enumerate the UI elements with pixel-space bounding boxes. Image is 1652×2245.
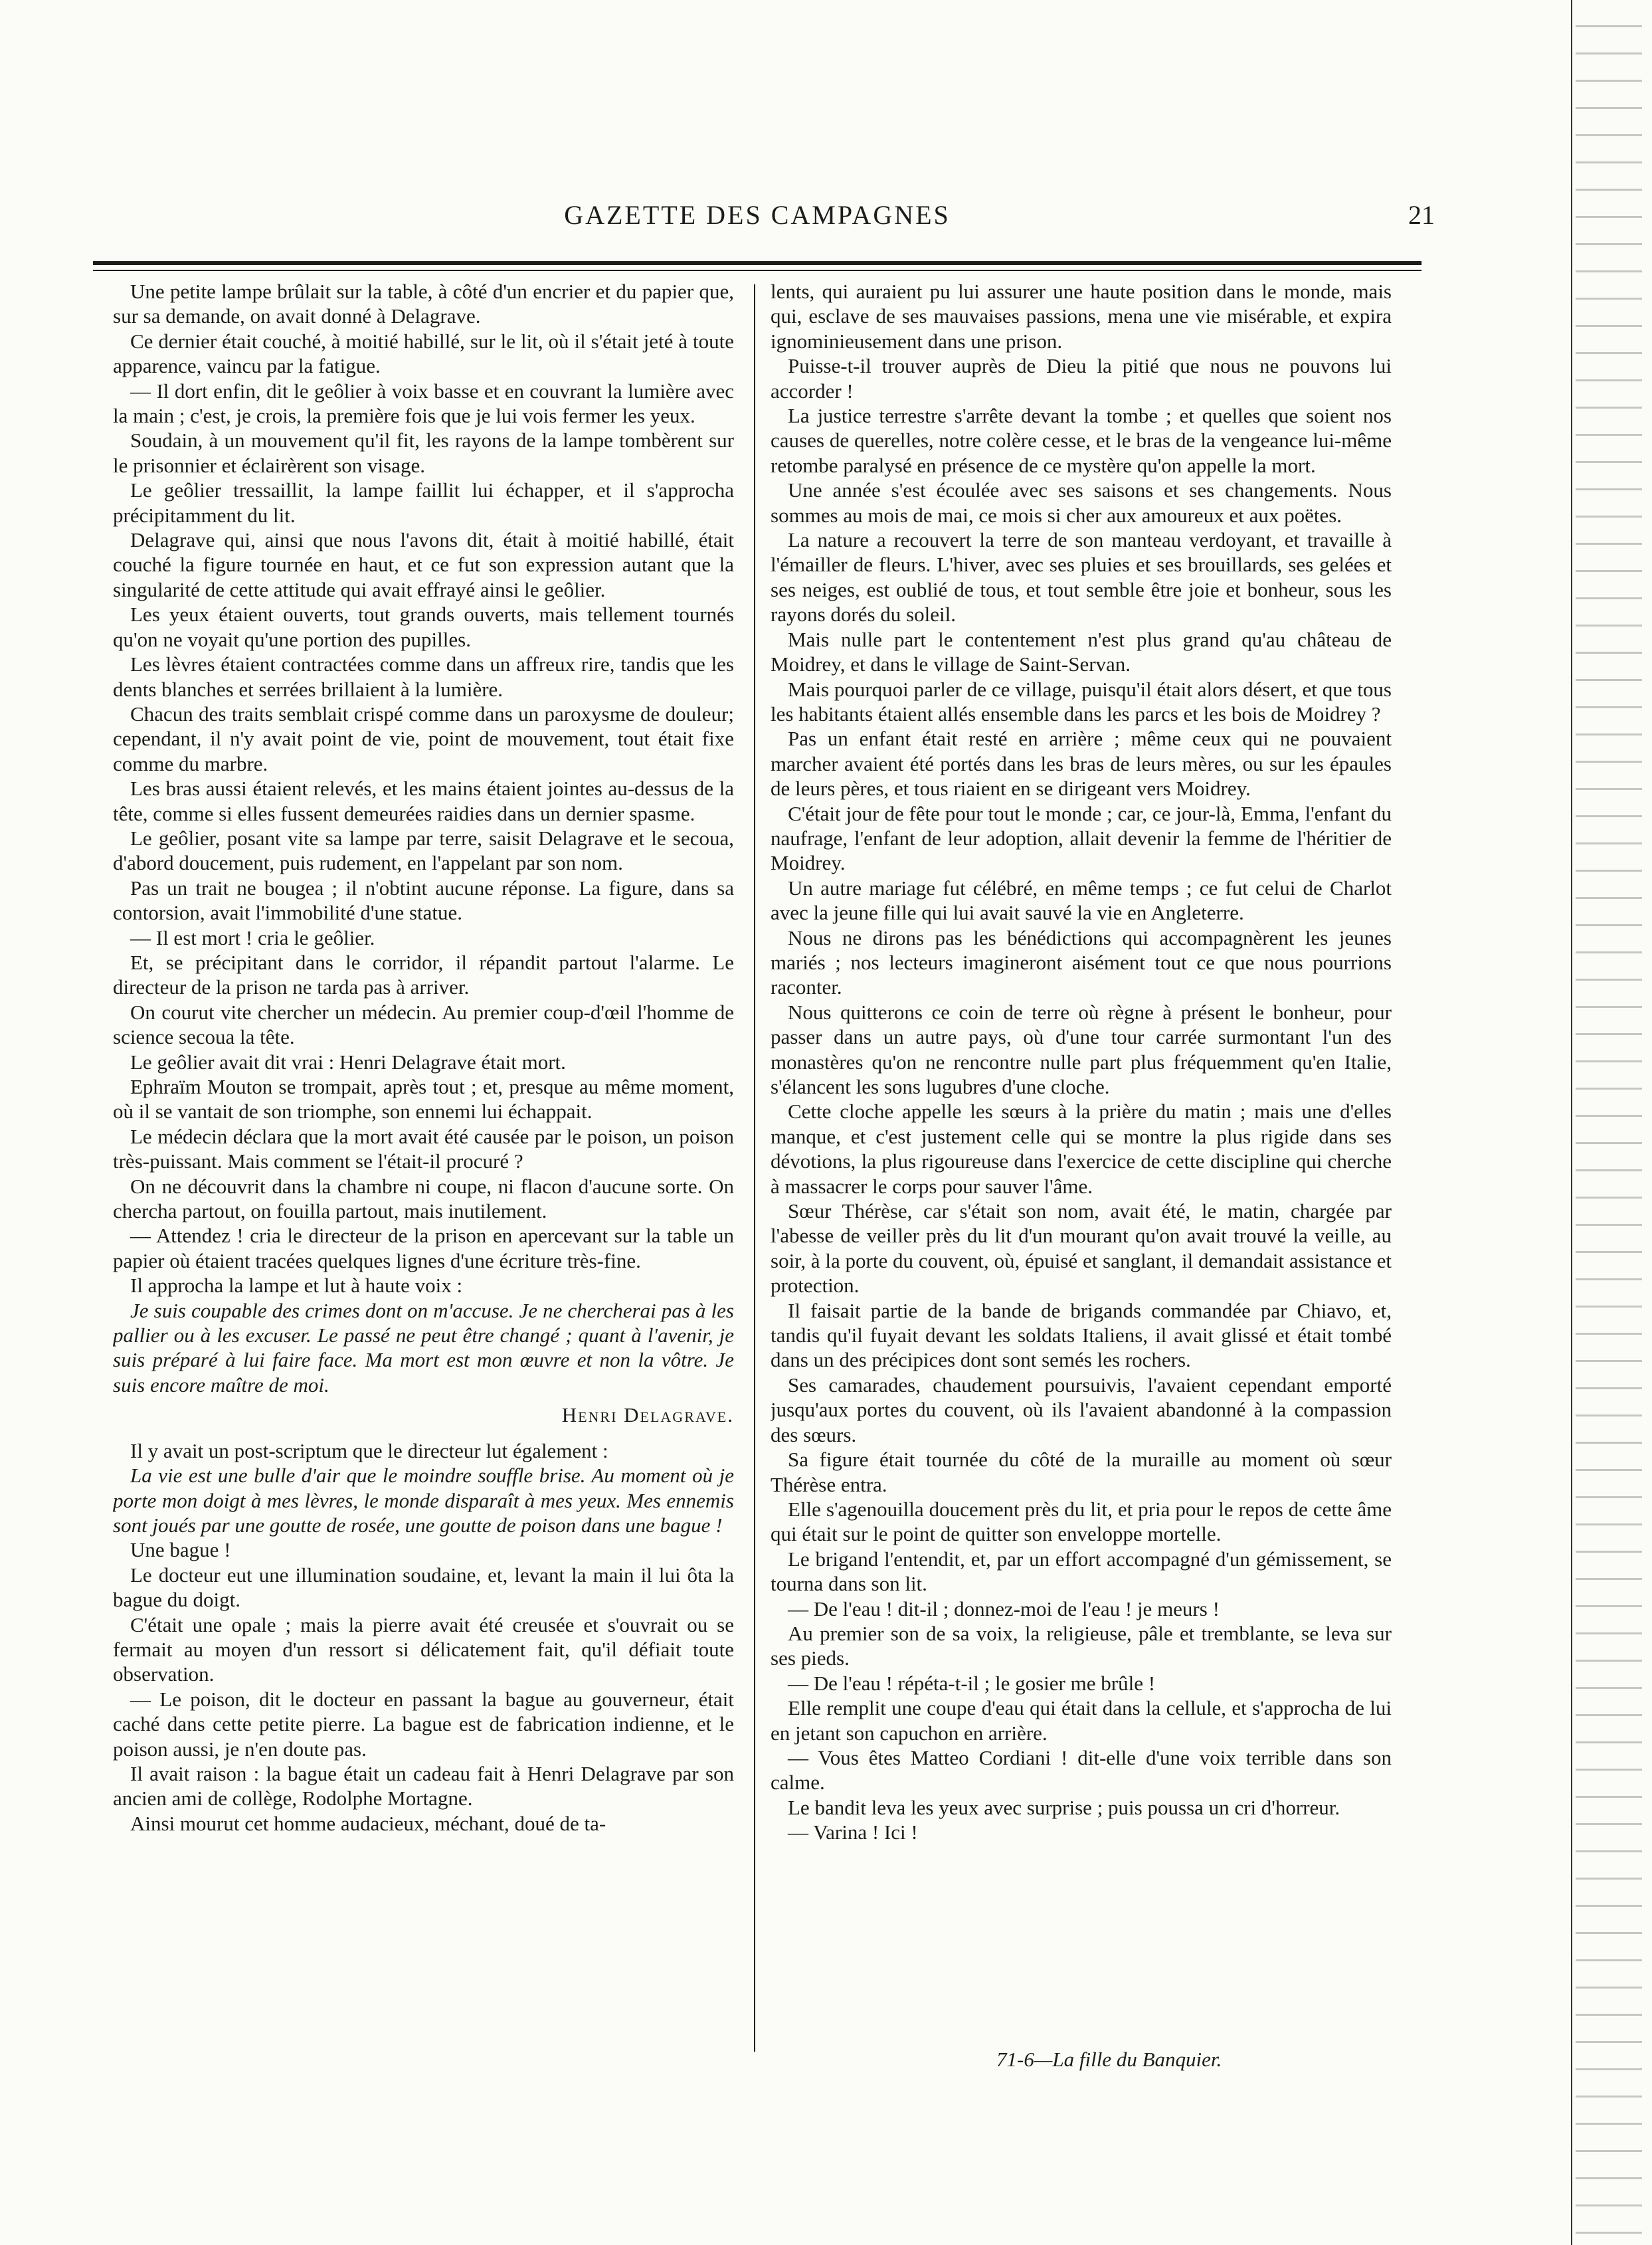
- paragraph: — Il est mort ! cria le geôlier.: [130, 926, 375, 949]
- paragraph: Soudain, à un mouvement qu'il fit, les rayons de la lampe tombèrent sur le prisonnier et éclairèrent son visage.: [113, 429, 734, 477]
- paragraph: Le geôlier avait dit vrai : Henri Delagrave était mort.: [130, 1050, 566, 1074]
- paragraph: Mais nulle part le contentement n'est plus grand qu'au château de Moidrey, et dans le village de Saint-Servan.: [771, 627, 1392, 676]
- page-edge-scan-marks: [1576, 0, 1642, 2245]
- paragraph: — Il dort enfin, dit le geôlier à voix basse et en couvrant la lumière avec la main ; c'est, je crois, la première fois que je lui vois fermer les yeux.: [113, 379, 734, 428]
- header-rule-thin: [93, 270, 1422, 271]
- paragraph: Pas un trait ne bougea ; il n'obtint aucune réponse. La figure, dans sa contorsion, avait l'immobilité d'une statue.: [113, 876, 734, 925]
- paragraph: Le docteur eut une illumination soudaine, et, levant la main il lui ôta la bague du doigt.: [113, 1563, 734, 1612]
- paragraph: Le geôlier, posant vite sa lampe par terre, saisit Delagrave et le secoua, d'abord doucement, puis rudement, en l'appelant par son nom.: [113, 826, 734, 875]
- column-divider: [754, 284, 755, 2052]
- paragraph: Nous quitterons ce coin de terre où règne à présent le bonheur, pour passer dans un autre pays, où d'une tour carrée surmontant l'un des monastères qu'on ne rencontre nulle part plus fréquemment qu'en Italie, s'élancent les sons lugubres d'une cloche.: [771, 1000, 1392, 1098]
- paragraph: Une petite lampe brûlait sur la table, à côté d'un encrier et du papier que, sur sa demande, on avait donné à Delagrave.: [113, 280, 734, 328]
- paragraph: lents, qui auraient pu lui assurer une haute position dans le monde, mais qui, esclave de ses mauvaises passions, mena une vie misérable, et expira ignominieusement dans une prison.: [771, 280, 1392, 353]
- paragraph: La nature a recouvert la terre de son manteau verdoyant, et travaille à l'émailler de fleurs. L'hiver, avec ses pluies et ses brouillards, ses gelées et ses neiges, est oublié de tous, et tout semble être joie et bonheur, sous les rayons dorés du soleil.: [771, 528, 1392, 627]
- paragraph: Sœur Thérèse, car s'était son nom, avait été, le matin, chargée par l'abesse de veiller près du lit d'un mourant qu'on avait trouvé la veille, au soir, à la porte du couvent, où, épuisé et sanglant, il demandait assistance et protection.: [771, 1199, 1392, 1298]
- newspaper-title: GAZETTE DES CAMPAGNES: [564, 200, 951, 230]
- paragraph: Cette cloche appelle les sœurs à la prière du matin ; mais une d'elles manque, et c'est justement celle qui se montre la plus rigide dans ses dévotions, la plus rigoureuse dans l'exercice de cette discipline qui cherche à massacrer le corps pour sauver l'âme.: [771, 1100, 1392, 1198]
- paragraph: Il faisait partie de la bande de brigands commandée par Chiavo, et, tandis qu'il fuyait devant les soldats Italiens, il avait glissé et était tombé dans un des précipices dont sont semés les rochers.: [771, 1298, 1392, 1372]
- paragraph: Le geôlier tressaillit, la lampe faillit lui échapper, et il s'approcha précipitamment du lit.: [113, 478, 734, 527]
- paragraph: Une année s'est écoulée avec ses saisons et ses changements. Nous sommes au mois de mai, ce mois si cher aux amoureux et aux poëtes.: [771, 478, 1392, 527]
- paragraph: Et, se précipitant dans le corridor, il répandit partout l'alarme. Le directeur de la prison ne tarda pas à arriver.: [113, 950, 734, 999]
- paragraph: Les lèvres étaient contractées comme dans un affreux rire, tandis que les dents blanches et serrées brillaient à la lumière.: [113, 652, 734, 701]
- paragraph: Un autre mariage fut célébré, en même temps ; ce fut celui de Charlot avec la jeune fille qui lui avait sauvé la vie en Angleterre.: [771, 876, 1392, 925]
- page-number: 21: [1408, 200, 1435, 230]
- paragraph: Ses camarades, chaudement poursuivis, l'avaient cependant emporté jusqu'aux portes du couvent, où ils l'avaient abandonné à la compassion des sœurs.: [771, 1373, 1392, 1446]
- paragraph: — Attendez ! cria le directeur de la prison en apercevant sur la table un papier où étaient tracées quelques lignes d'une écriture très-fine.: [113, 1224, 734, 1272]
- paragraph: Elle remplit une coupe d'eau qui était dans la cellule, et s'approcha de lui en jetant son capuchon en arrière.: [771, 1696, 1392, 1745]
- paragraph: C'était une opale ; mais la pierre avait été creusée et s'ouvrait ou se fermait au moyen d'un ressort si délicatement fait, qu'il défiait toute observation.: [113, 1612, 734, 1686]
- signature: Henri Delagrave.: [561, 1403, 734, 1427]
- paragraph: — Varina ! Ici !: [788, 1820, 918, 1844]
- right-column: [771, 279, 1392, 2073]
- page-header: [93, 199, 1435, 239]
- paragraph: La vie est une bulle d'air que le moindre souffle brise. Au moment où je porte mon doigt à mes lèvres, le monde disparaît à mes yeux. Mes ennemis sont joués par une goutte de rosée, une goutte de poison dans une bague !: [113, 1464, 734, 1537]
- paragraph: Ainsi mourut cet homme audacieux, méchant, doué de ta-: [130, 1811, 606, 1835]
- paragraph: — De l'eau ! dit-il ; donnez-moi de l'eau ! je meurs !: [788, 1597, 1220, 1620]
- paragraph: Une bague !: [130, 1538, 231, 1562]
- paragraph: — Vous êtes Matteo Cordiani ! dit-elle d'une voix terrible dans son calme.: [771, 1745, 1392, 1795]
- paragraph: On ne découvrit dans la chambre ni coupe, ni flacon d'aucune sorte. On chercha partout, on fouilla partout, mais inutilement.: [113, 1174, 734, 1223]
- paragraph: Les bras aussi étaient relevés, et les mains étaient jointes au-dessus de la tête, comme si elles fussent demeurées raidies dans un dernier spasme.: [113, 777, 734, 825]
- paragraph: Sa figure était tournée du côté de la muraille au moment où sœur Thérèse entra.: [771, 1448, 1392, 1496]
- paragraph: C'était jour de fête pour tout le monde ; car, ce jour-là, Emma, l'enfant du naufrage, l'enfant de leur adoption, allait devenir la femme de l'héritier de Moidrey.: [771, 801, 1392, 875]
- paragraph: Il approcha la lampe et lut à haute voix :: [130, 1274, 463, 1298]
- paragraph: — De l'eau ! répéta-t-il ; le gosier me brûle !: [788, 1671, 1156, 1695]
- paragraph: Ephraïm Mouton se trompait, après tout ; et, presque au même moment, où il se vantait de son triomphe, son ennemi lui échappait.: [113, 1075, 734, 1123]
- paragraph: Le bandit leva les yeux avec surprise ; puis poussa un cri d'horreur.: [788, 1795, 1340, 1819]
- paragraph: Puisse-t-il trouver auprès de Dieu la pitié que nous ne pouvons lui accorder !: [771, 354, 1392, 403]
- paragraph: Le médecin déclara que la mort avait été causée par le poison, un poison très-puissant. Mais comment se l'était-il procuré ?: [113, 1124, 734, 1173]
- paragraph: Ce dernier était couché, à moitié habillé, sur le lit, où il s'était jeté à toute apparence, vaincu par la fatigue.: [113, 329, 734, 378]
- paragraph: Il avait raison : la bague était un cadeau fait à Henri Delagrave par son ancien ami de collège, Rodolphe Mortagne.: [113, 1761, 734, 1810]
- paragraph: La justice terrestre s'arrête devant la tombe ; et quelles que soient nos causes de querelles, notre colère cesse, et le bras de la vengeance lui-même retombe paralysé en présence de ce mystère qu'on appelle la mort.: [771, 404, 1392, 477]
- paragraph: Chacun des traits semblait crispé comme dans un paroxysme de douleur; cependant, il n'y avait point de vie, point de mouvement, tout était fixe comme du marbre.: [113, 702, 734, 775]
- paragraph: Le brigand l'entendit, et, par un effort accompagné d'un gémissement, se tourna dans son lit.: [771, 1547, 1392, 1596]
- header-rule-thick: [93, 261, 1422, 265]
- page-edge-line: [1571, 0, 1572, 2245]
- paragraph: Elle s'agenouilla doucement près du lit, et pria pour le repos de cette âme qui était sur le point de quitter son enveloppe mortelle.: [771, 1497, 1392, 1546]
- paragraph: Je suis coupable des crimes dont on m'accuse. Je ne chercherai pas à les pallier ou à les excuser. Le passé ne peut être changé ; quant à l'avenir, je suis préparé à lui faire face. Ma mort est mon œuvre et non la vôtre. Je suis encore maître de moi.: [113, 1298, 734, 1397]
- paragraph: Delagrave qui, ainsi que nous l'avons dit, était à moitié habillé, était couché la figure tournée en haut, et ce fut son expression autant que la singularité de cette attitude qui avait effrayé ainsi le geôlier.: [113, 528, 734, 601]
- footer-note: 71-6—La fille du Banquier.: [996, 2048, 1222, 2071]
- paragraph: Pas un enfant était resté en arrière ; même ceux qui ne pouvaient marcher avaient été portés dans les bras de leurs mères, ou sur les épaules de leurs pères, et tous riaient en se dirigeant vers Moidrey.: [771, 727, 1392, 801]
- paragraph: Les yeux étaient ouverts, tout grands ouverts, mais tellement tournés qu'on ne voyait qu'une portion des pupilles.: [113, 603, 734, 651]
- paragraph: — Le poison, dit le docteur en passant la bague au gouverneur, était caché dans cette petite pierre. La bague est de fabrication indienne, et le poison aussi, je n'en doute pas.: [113, 1687, 734, 1761]
- left-column: [113, 279, 734, 2073]
- paragraph: On courut vite chercher un médecin. Au premier coup-d'œil l'homme de science secoua la tête.: [113, 1000, 734, 1049]
- paragraph: Au premier son de sa voix, la religieuse, pâle et tremblante, se leva sur ses pieds.: [771, 1621, 1392, 1670]
- paragraph: Il y avait un post-scriptum que le directeur lut également :: [130, 1438, 608, 1462]
- paragraph: Mais pourquoi parler de ce village, puisqu'il était alors désert, et que tous les habitants étaient allés ensemble dans les parcs et les bois de Moidrey ?: [771, 677, 1392, 726]
- paragraph: Nous ne dirons pas les bénédictions qui accompagnèrent les jeunes mariés ; nos lecteurs imagineront aisément tout ce que nous pourrions raconter.: [771, 926, 1392, 999]
